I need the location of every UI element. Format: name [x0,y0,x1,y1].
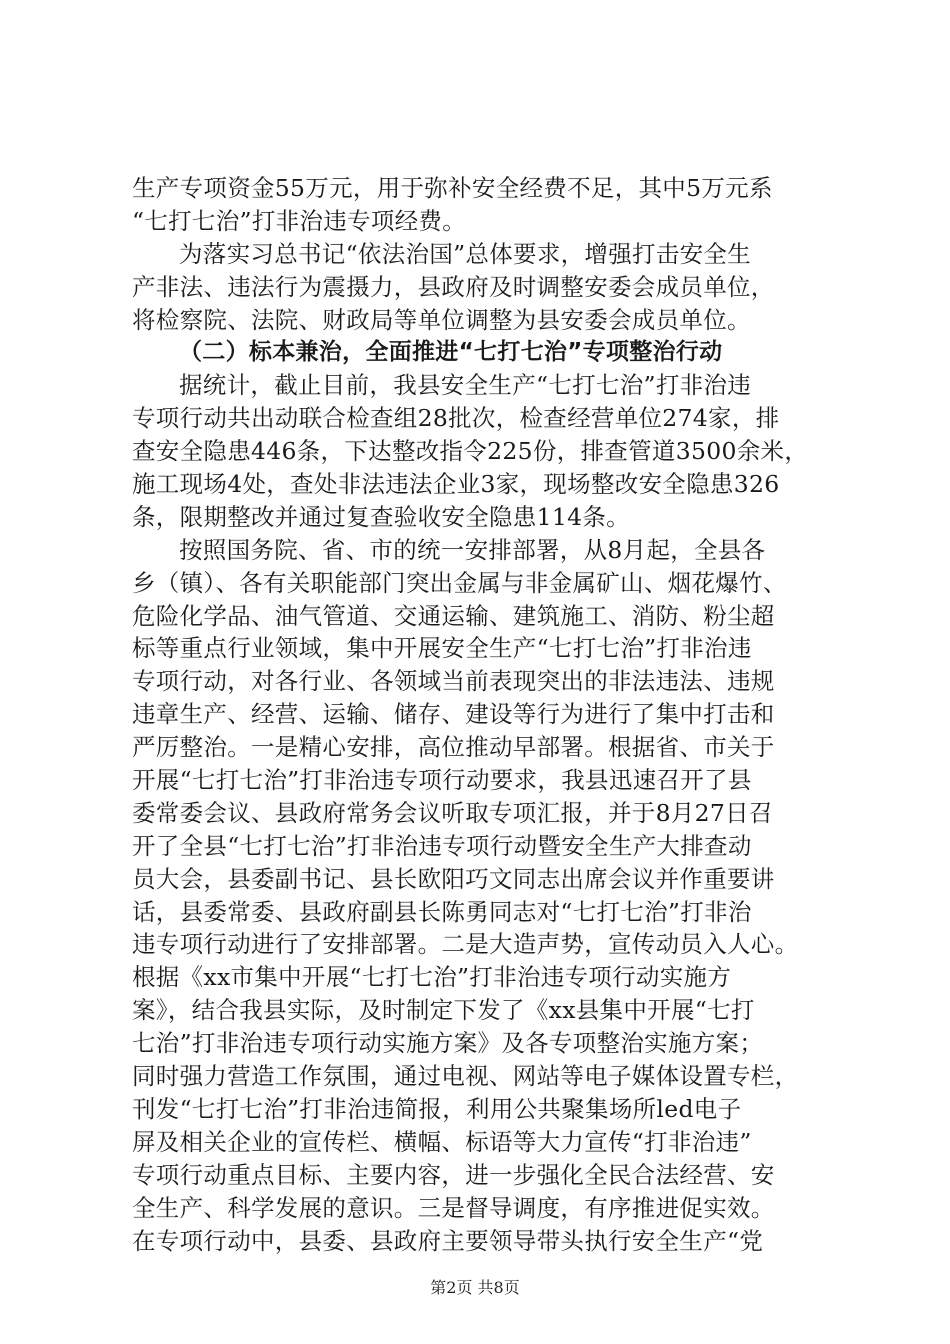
body-text-line: 危险化学品、油气管道、交通运输、建筑施工、消防、粉尘超 [132,601,775,630]
body-text-line: 产非法、违法行为震摄力，县政府及时调整安委会成员单位， [132,272,775,301]
body-text-line: 在专项行动中，县委、县政府主要领导带头执行安全生产“党 [132,1226,764,1255]
body-text-line: 专项行动共出动联合检查组28批次，检查经营单位274家，排 [132,404,780,433]
body-text-line: 案》，结合我县实际，及时制定下发了《xx县集中开展“七打 [132,996,755,1025]
body-text-line: 乡（镇）、各有关职能部门突出金属与非金属矿山、烟花爆竹、 [132,568,787,597]
body-text-line: 刊发“七打七治”打非治违简报，利用公共聚集场所led电子 [132,1094,742,1123]
body-text-line: 七治”打非治违专项行动实施方案》及各专项整治实施方案； [132,1029,764,1058]
body-text-line: 委常委会议、县政府常务会议听取专项汇报，并于8月27日召 [132,798,773,827]
body-text-line: 查安全隐患446条，下达整改指令225份，排查管道3500余米， [132,437,809,466]
body-text-line: 专项行动重点目标、主要内容，进一步强化全民合法经营、安 [132,1160,775,1189]
body-text-line: 开了全县“七打七治”打非治违专项行动暨安全生产大排查动 [132,831,752,860]
body-text-line: 据统计，截止目前，我县安全生产“七打七治”打非治违 [179,371,752,400]
document-body [132,172,832,1257]
body-text-line: 严厉整治。一是精心安排，高位推动早部署。根据省、市关于 [132,733,775,762]
body-text-line: 专项行动，对各行业、各领域当前表现突出的非法违法、违规 [132,667,775,696]
page-footer: 第2页 共8页 [430,1278,520,1297]
body-text-line: 话，县委常委、县政府副县长陈勇同志对“七打七治”打非治 [132,897,752,926]
body-text-line: 全生产、科学发展的意识。三是督导调度，有序推进促实效。 [132,1193,775,1222]
body-text-line: 标等重点行业领域，集中开展安全生产“七打七治”打非治违 [132,634,752,663]
body-text-line: 屏及相关企业的宣传栏、横幅、标语等大力宣传“打非治违” [132,1127,752,1156]
body-text-line: 根据《xx市集中开展“七打七治”打非治违专项行动实施方 [132,963,732,992]
body-text-line: 条，限期整改并通过复查验收安全隐患114条。 [132,502,630,531]
body-text-line: 开展“七打七治”打非治违专项行动要求，我县迅速召开了县 [132,766,752,795]
body-text-line: 违专项行动进行了安排部署。二是大造声势，宣传动员入人心。 [132,930,799,959]
body-text-line: 同时强力营造工作氛围，通过电视、网站等电子媒体设置专栏， [132,1062,799,1091]
body-text-line: 为落实习总书记“依法治国”总体要求，增强打击安全生 [179,239,752,268]
body-text-line: 按照国务院、省、市的统一安排部署，从8月起，全县各 [179,535,766,564]
body-text-line: 生产专项资金55万元，用于弥补安全经费不足，其中5万元系 [132,174,773,202]
body-text-line: 施工现场4处，查处非法违法企业3家，现场整改安全隐患326 [132,470,780,499]
body-text-line: 将检察院、法院、财政局等单位调整为县安委会成员单位。 [132,305,751,334]
body-text-line: 违章生产、经营、运输、储存、建设等行为进行了集中打击和 [132,700,775,729]
section-heading: （二）标本兼治，全面推进“七打七治”专项整治行动 [179,339,723,366]
body-text-line: “七打七治”打非治违专项经费。 [132,206,467,235]
body-text-line: 员大会，县委副书记、县长欧阳巧文同志出席会议并作重要讲 [132,864,775,893]
